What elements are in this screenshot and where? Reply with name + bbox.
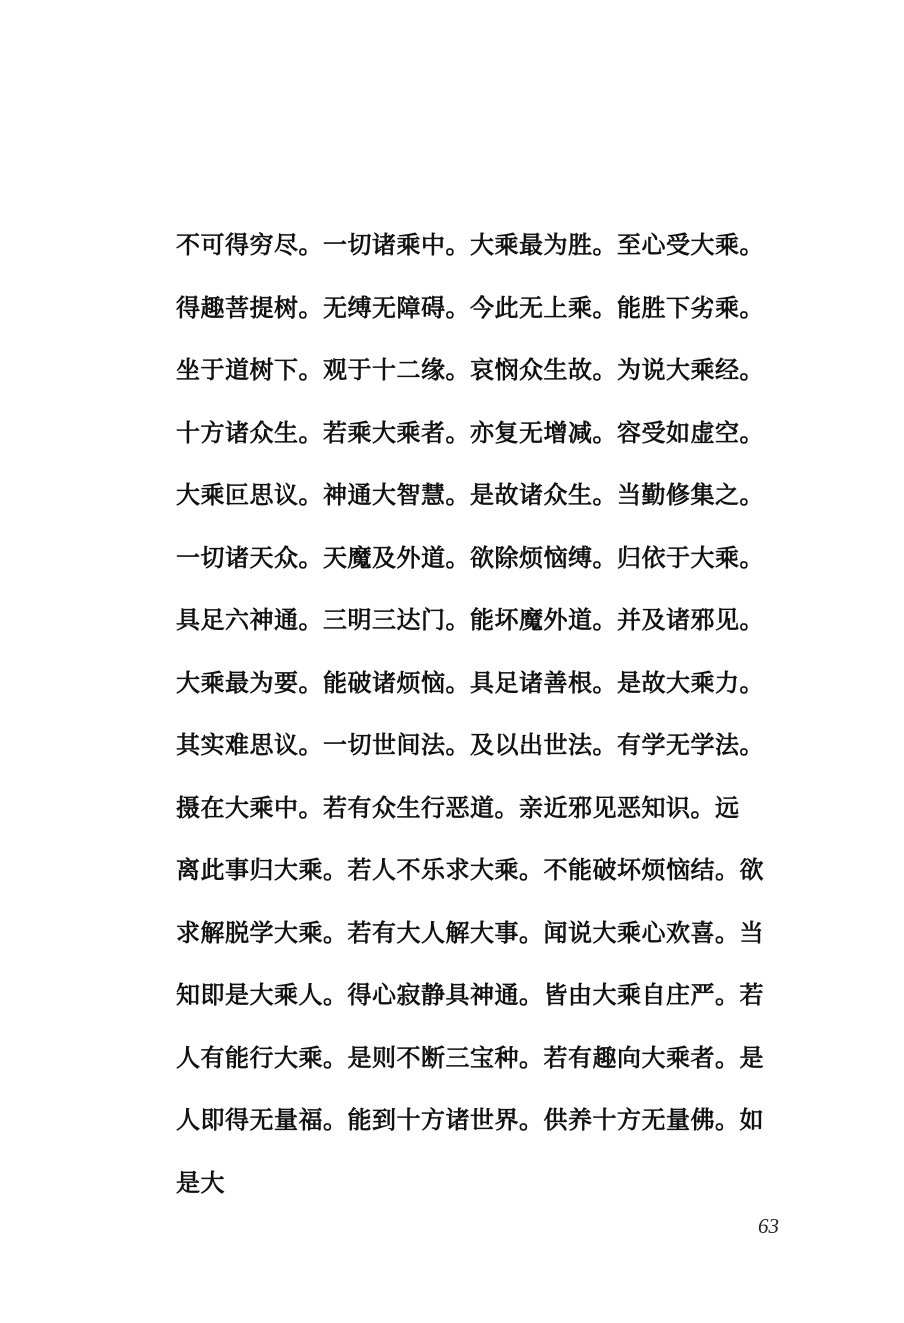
- body-text: [176, 222, 796, 1222]
- text-line: 大乘叵思议。神通大智慧。是故诸众生。当勤修集之。: [176, 480, 764, 509]
- text-line: 一切诸天众。天魔及外道。欲除烦恼缚。归依于大乘。: [176, 542, 764, 572]
- text-line: 具足六神通。三明三达门。能坏魔外道。并及诸邪见。: [176, 605, 764, 634]
- text-line: 人即得无量福。能到十方诸世界。供养十方无量佛。如: [176, 1105, 764, 1134]
- text-line: 是大: [176, 1167, 225, 1197]
- text-line: 其实难思议。一切世间法。及以出世法。有学无学法。: [176, 730, 764, 759]
- text-line: 人有能行大乘。是则不断三宝种。若有趣向大乘者。是: [176, 1042, 764, 1072]
- text-line: 得趣菩提树。无缚无障碍。今此无上乘。能胜下劣乘。: [176, 292, 764, 322]
- text-line: 十方诸众生。若乘大乘者。亦复无增减。容受如虚空。: [176, 417, 764, 447]
- text-line: 求解脱学大乘。若有大人解大事。闻说大乘心欢喜。当: [176, 917, 764, 947]
- page-number: 63: [758, 1214, 779, 1238]
- text-line: 坐于道树下。观于十二缘。哀悯众生故。为说大乘经。: [176, 355, 764, 384]
- text-line: 不可得穷尽。一切诸乘中。大乘最为胜。至心受大乘。: [176, 230, 764, 259]
- text-line: 知即是大乘人。得心寂静具神通。皆由大乘自庄严。若: [176, 980, 764, 1009]
- text-line: 大乘最为要。能破诸烦恼。具足诸善根。是故大乘力。: [176, 667, 764, 697]
- text-line: 摄在大乘中。若有众生行恶道。亲近邪见恶知识。远: [176, 792, 740, 822]
- text-line: 离此事归大乘。若人不乐求大乘。不能破坏烦恼结。欲: [176, 855, 764, 884]
